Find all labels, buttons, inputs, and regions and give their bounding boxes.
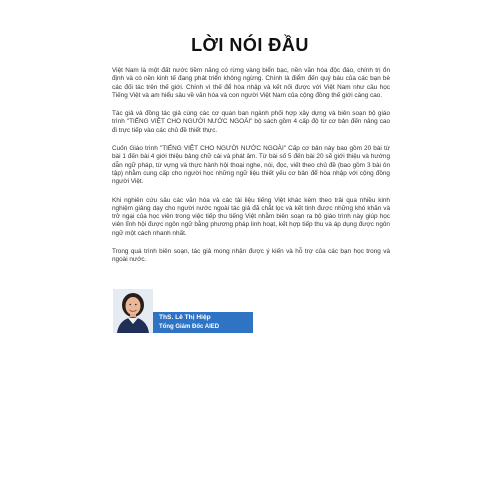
preface-paragraph-3: Cuốn Giáo trình "TIẾNG VIỆT CHO NGƯỜI NƯỚC NGOÀI" Cấp cơ bản này bao gồm 20 bài từ bài 1 đến bài 4 giới thiệu bảng chữ cái và phát âm. Từ bài số 5 đến bài 20 sẽ giới thiệu và hướng dẫn ngữ pháp, từ vựng và thực hành hội thoại nghe, nói, đọc, viết theo chủ đề (bao gồm 3 bài ôn tập) nhằm cung cấp cho người học những ngữ liệu thiết yếu cơ bản để hòa nhập với cộng đồng người Việt. — [112, 145, 390, 186]
preface-paragraph-4: Khi nghiên cứu sâu các văn hóa và các tài liệu tiếng Việt khác kèm theo trải qua nhiều kinh nghiệm giảng dạy cho người nước ngoài tác giả đã chắt lọc và kết tinh được những khó khăn và trở ngại của học viên trong việc tiếp thu tiếng Việt nhằm biên soạn ra bộ giáo trình này giúp học viên lĩnh hội được ngôn ngữ bằng phương pháp linh hoạt, kết hợp tiếp thu và áp dụng được ngôn ngữ một cách nhanh nhất. — [112, 196, 390, 237]
author-signature — [113, 289, 253, 333]
preface-paragraph-5: Trong quá trình biên soạn, tác giả mong nhận được ý kiến và hỗ trợ của các bạn học trong và ngoài nước. — [112, 248, 390, 264]
author-photo — [113, 289, 153, 333]
author-role: Tổng Giám Đốc AIED — [159, 323, 220, 330]
signature-label-box — [153, 312, 253, 333]
preface-body — [112, 67, 390, 275]
preface-paragraph-1: Việt Nam là một đất nước tiềm năng có rừng vàng biển bạc, nền văn hóa độc đáo, chính trị ổn định và có nền kinh tế đang phát triển không ngừng. Chính là điểm đến quý báu của các bạn bè các đối tác trên thế giới. Chính vì thế để hòa nhập và kết nối được với Việt Nam như cầu học Tiếng Việt và am hiểu sâu về văn hóa và con người Việt Nam của cộng đồng thế giới càng cao. — [112, 67, 390, 99]
author-name: ThS. Lê Thị Hiệp — [159, 314, 211, 321]
page-title: LỜI NÓI ĐẦU — [191, 35, 309, 55]
preface-paragraph-2: Tác giả và đồng tác giả cùng các cơ quan ban ngành phối hợp xây dựng và biên soạn bộ giáo trình "TIẾNG VIỆT CHO NGƯỜI NƯỚC NGOÀI" bộ sách gồm 4 cấp độ từ cơ bản đến nâng cao đi trực tiếp vào các chủ đề thiết thực. — [112, 110, 390, 134]
